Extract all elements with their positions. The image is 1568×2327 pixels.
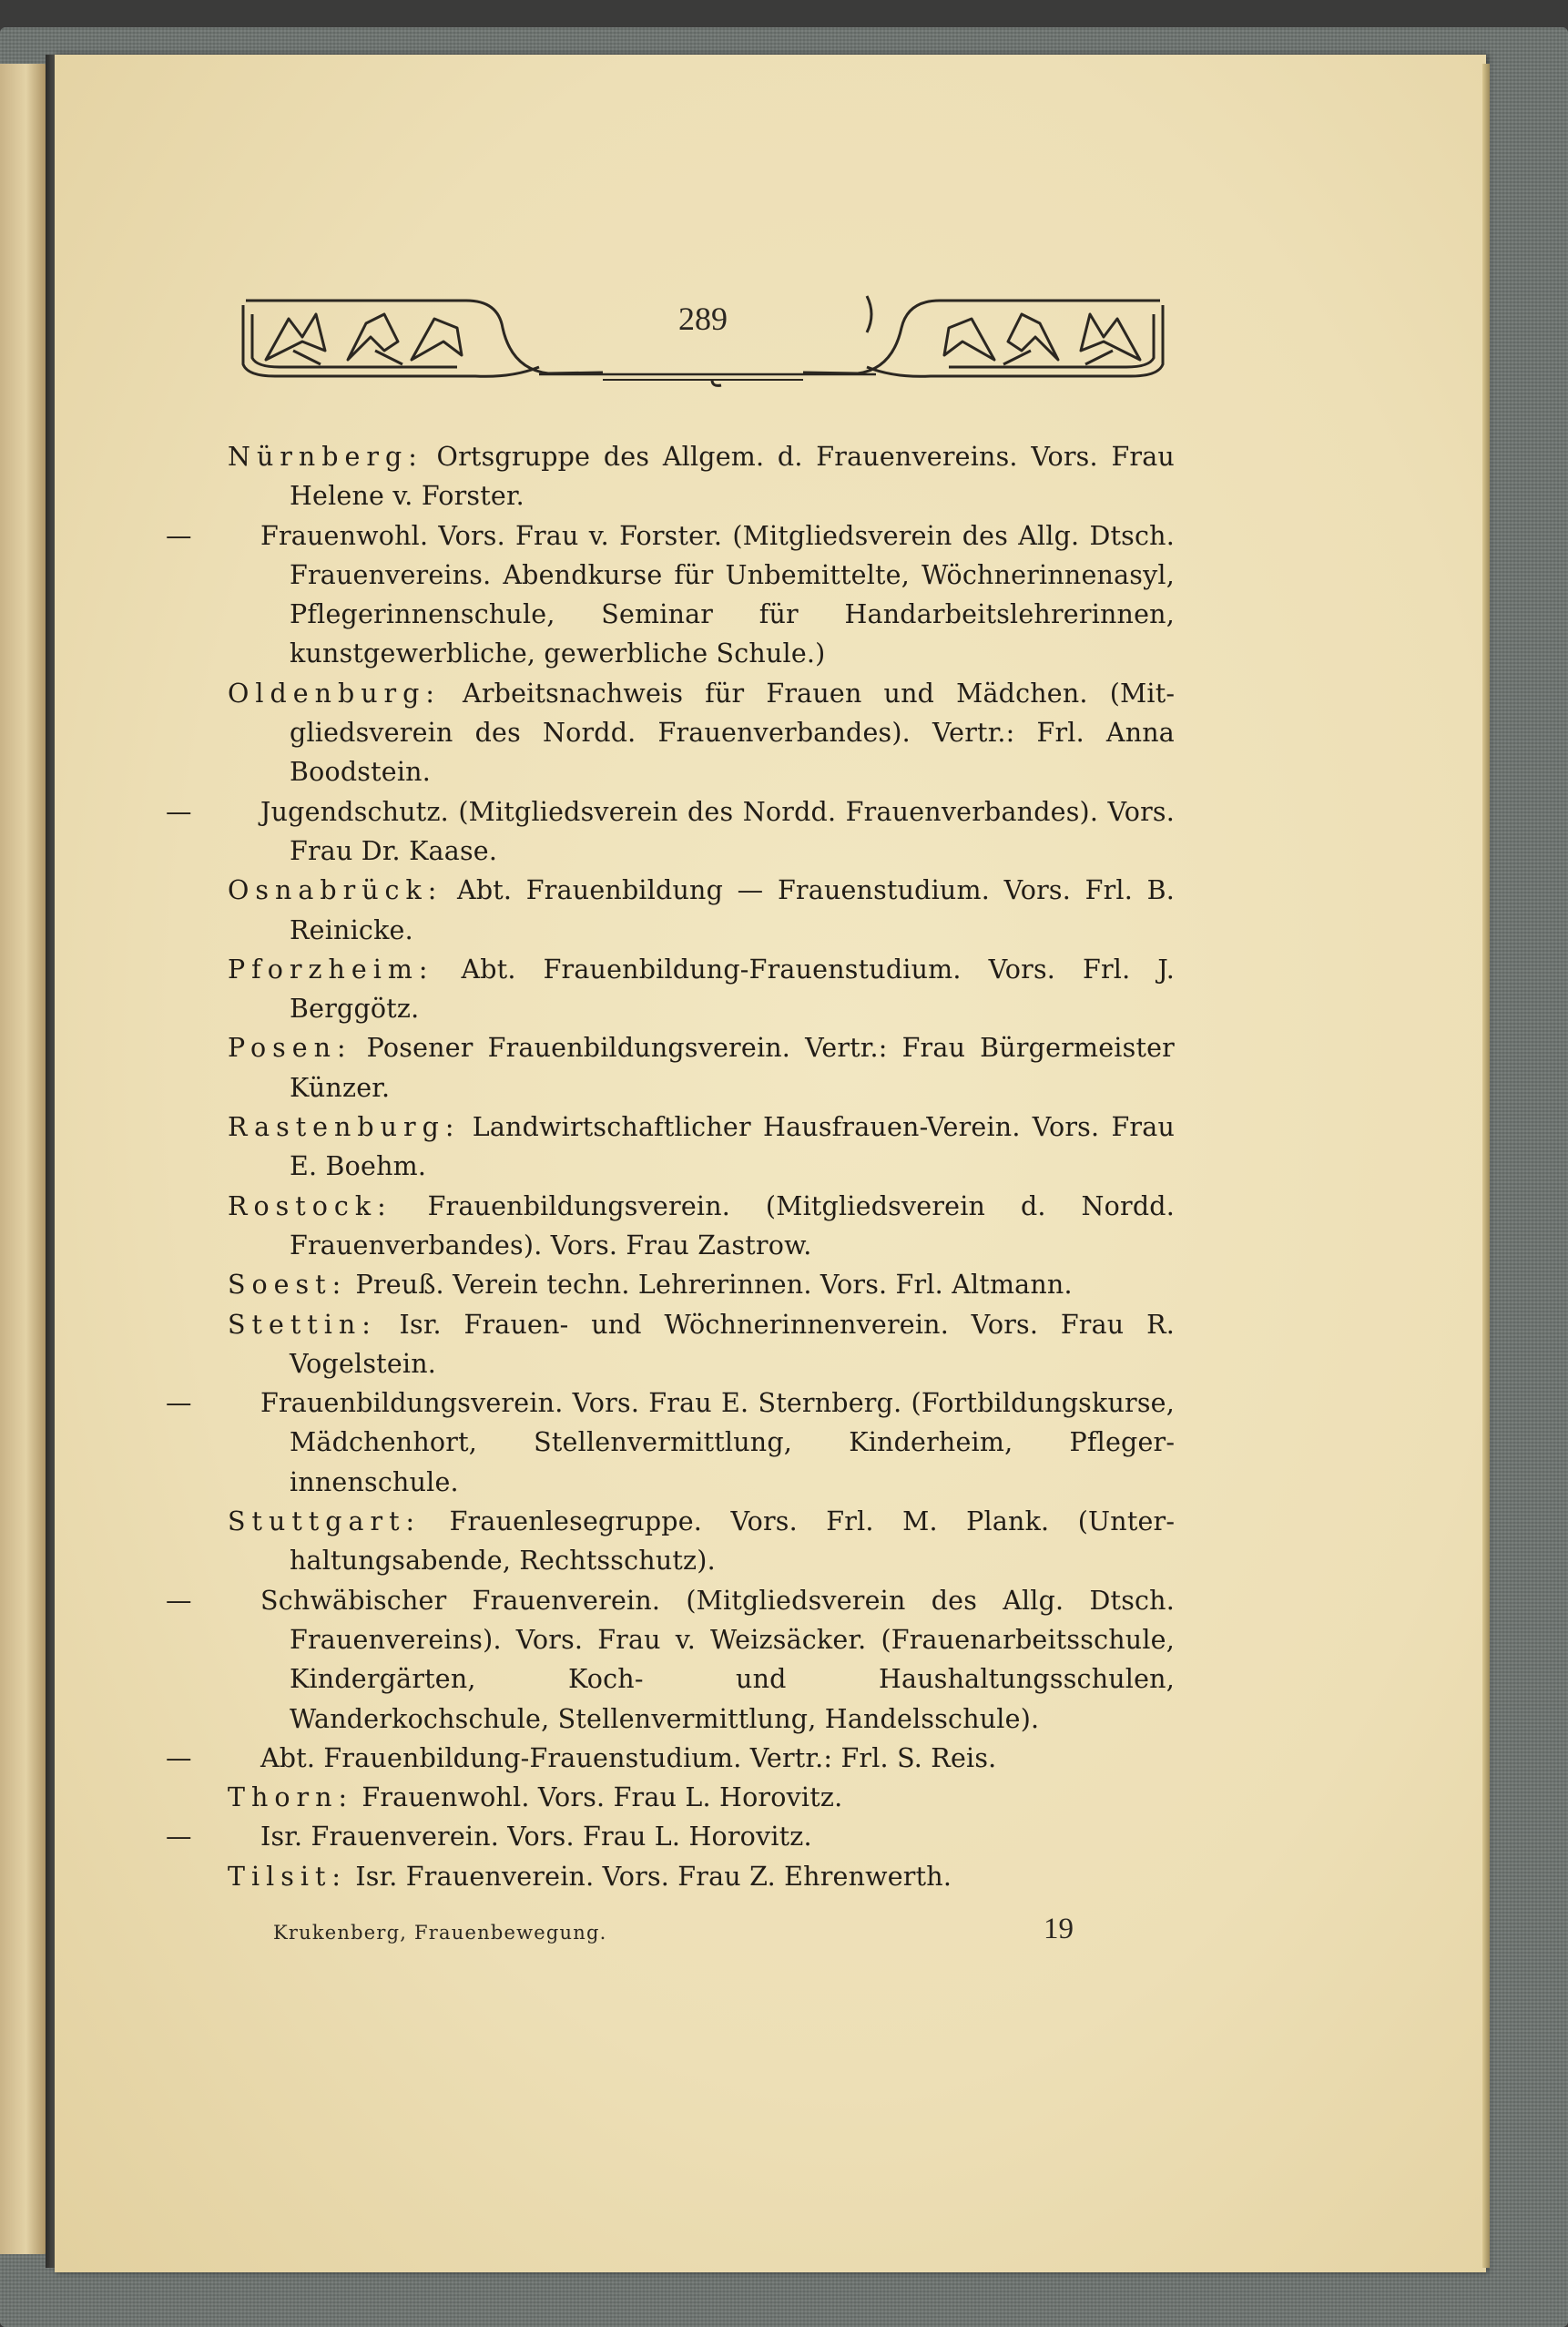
entry-place: Rastenburg: [228, 1112, 461, 1143]
entry-text: Frauenbildungsverein. Vors. Frau E. Sternberg. (Fortbildungskurse, Mädchenhort, Stellenvermittlung, Kinderheim, Pflegerinnenschule. [260, 1388, 1175, 1497]
entry-place: Pforzheim: [228, 954, 434, 985]
page-edge [1482, 64, 1490, 2268]
entry-text: Abt. Frauenbildung-Frauenstudium. Vors. Frl. J. Berggötz. [290, 954, 1175, 1025]
entry-dash: — [166, 1822, 192, 1852]
entry-text: Frauenbildungsverein. (Mitgliedsverein d. Nordd. Frauenverbandes). Vors. Frau Zastrow. [290, 1190, 1175, 1260]
entry-place: Rostock: [228, 1190, 392, 1221]
directory-entry [228, 1778, 1175, 1817]
left-page-edge [0, 64, 47, 2254]
entry-dash: — [166, 1742, 192, 1773]
entry-text: Landwirtschaftlicher Hausfrauen-Verein. Vors. Frau E. Boehm. [290, 1112, 1176, 1182]
entry-dash: — [166, 796, 192, 827]
directory-entry [228, 674, 1175, 792]
entry-place: Stettin: [228, 1309, 377, 1340]
directory-entry [228, 1265, 1175, 1304]
entry-text: Posener Frauenbildungsverein. Vertr.: Frau Bürgermeister Künzer. [290, 1033, 1175, 1103]
directory-entry [166, 1817, 1175, 1856]
entry-text: Ortsgruppe des Allgem. d. Frauenvereins. Vors. Frau Helene v. Forster. [290, 442, 1175, 512]
signature-mark: 19 [1044, 1913, 1074, 1945]
directory-text [166, 437, 1176, 1896]
directory-entry [228, 1187, 1175, 1266]
entry-place: Tilsit: [228, 1861, 348, 1892]
directory-entry [166, 792, 1175, 872]
directory-entry [228, 1857, 1175, 1896]
entry-place: Soest: [228, 1270, 348, 1301]
entry-text: Frauenlesegruppe. Vors. Frl. M. Plank. (Unterhaltungsabende, Rechtsschutz). [290, 1506, 1175, 1577]
entry-place: Thorn: [228, 1782, 354, 1813]
page-header [239, 278, 1167, 396]
directory-entry [228, 1028, 1175, 1107]
entry-text: Frauenwohl. Vors. Frau v. Forster. (Mitgliedsverein des Allg. Dtsch. Frauenvereins. Abendkurse für Unbemittelte, Wöchnerinnenasyl, Pflegerinnenschule, Seminar für Handarbeitslehrerinnen, kunstgewerbliche, gewerbliche Schule.) [260, 520, 1175, 669]
directory-entry [166, 516, 1175, 674]
directory-entry [166, 1581, 1175, 1739]
entry-place: Nürnberg: [228, 442, 423, 472]
entry-text: Frauenwohl. Vors. Frau L. Horovitz. [361, 1782, 843, 1813]
directory-entry [228, 437, 1175, 516]
entry-text: Abt. Frauenbildung-Frauenstudium. Vertr.: Frl. S. Reis. [260, 1742, 997, 1773]
entry-text: Preuß. Verein techn. Lehrerinnen. Vors. Frl. Altmann. [355, 1270, 1073, 1301]
entry-place: Posen: [228, 1033, 352, 1064]
entry-text: Abt. Frauenbildung — Frauenstudium. Vors. Frl. B. Reinicke. [290, 875, 1176, 945]
entry-dash: — [166, 1585, 192, 1616]
directory-entry [228, 1502, 1175, 1581]
signature-author: Krukenberg, Frauenbewegung. [273, 1922, 607, 1944]
directory-entry [228, 1305, 1175, 1384]
entry-text: Isr. Frauen- und Wöchnerinnenverein. Vors. Frau R. Vogelstein. [290, 1309, 1175, 1379]
entry-text: Isr. Frauenverein. Vors. Frau Z. Ehrenwerth. [355, 1861, 952, 1892]
directory-entry [228, 950, 1175, 1029]
page-footer [273, 1911, 1093, 1956]
directory-entry [228, 1107, 1175, 1187]
entry-place: Osnabrück: [228, 875, 443, 906]
page-number: 289 [678, 301, 728, 337]
entry-text: Jugendschutz. (Mitgliedsverein des Nordd. Frauenverbandes). Vors. Frau Dr. Kaase. [260, 796, 1175, 866]
entry-text: Arbeitsnachweis für Frauen und Mädchen. (Mitgliedsverein des Nordd. Frauenverbandes). Vertr.: Frl. Anna Boodstein. [290, 678, 1175, 788]
directory-entry [166, 1739, 1175, 1778]
entry-place: Stuttgart: [228, 1506, 422, 1537]
entry-dash: — [166, 520, 192, 551]
directory-entry [228, 871, 1175, 950]
entry-text: Schwäbischer Frauenverein. (Mitgliedsverein des Allg. Dtsch. Frauenvereins). Vors. Frau v. Weizsäcker. (Frauenarbeitsschule, Kindergärten, Koch- und Haushaltungsschulen, Wanderkochschule, Stellenvermittlung, Handelsschule). [260, 1585, 1175, 1734]
entry-dash: — [166, 1388, 192, 1419]
entry-place: Oldenburg: [228, 678, 442, 709]
entry-text: Isr. Frauenverein. Vors. Frau L. Horovitz. [260, 1822, 812, 1852]
directory-entry [166, 1383, 1175, 1502]
